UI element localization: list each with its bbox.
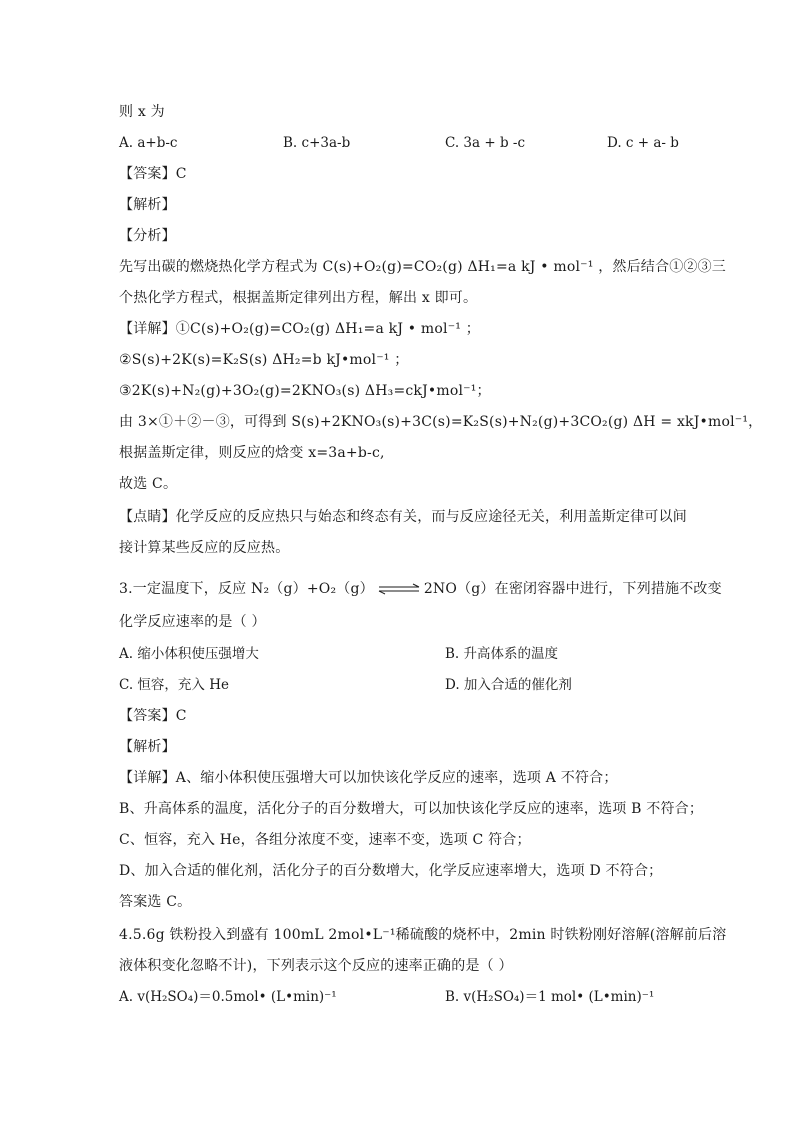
q3-option-b: B. 升高体系的温度 [445, 646, 559, 662]
q2-fenxi-line2: 个热化学方程式，根据盖斯定律列出方程，解出 x 即可。 [119, 290, 478, 306]
q4-stem-line2: 液体积变化忽略不计)，下列表示这个反应的速率正确的是（ ） [119, 958, 513, 974]
q2-option-d: D. c + a- b [607, 135, 679, 151]
q2-detail-6: 故选 C。 [119, 476, 178, 492]
q3-option-d: D. 加入合适的催化剂 [445, 677, 572, 693]
q2-lead: 则 x 为 [119, 104, 165, 120]
q3-detail-1: 【详解】A、缩小体积使压强增大可以加快该化学反应的速率，选项 A 不符合； [119, 770, 618, 786]
q3-detail-5: 答案选 C。 [119, 894, 192, 910]
q2-detail-3: ③2K(s)+N₂(g)+3O₂(g)=2KNO₃(s) ΔH₃=ckJ•mol⁻¹； [119, 383, 491, 399]
q2-option-c: C. 3a + b -c [445, 135, 526, 151]
q3-analysis-heading: 【解析】 [119, 739, 176, 755]
q2-option-a: A. a+b-c [119, 135, 178, 151]
q4-option-b: B. v(H₂SO₄)＝1 mol• (L•min)⁻¹ [445, 989, 655, 1005]
q3-stem-line2: 化学反应速率的是（ ） [119, 614, 266, 630]
q2-analysis-heading: 【解析】 [119, 197, 176, 213]
q2-option-b: B. c+3a-b [283, 135, 351, 151]
q3-answer: 【答案】C [119, 708, 187, 724]
q3-option-a: A. 缩小体积使压强增大 [119, 646, 259, 662]
q2-tip-line1: 【点睛】化学反应的反应热只与始态和终态有关，而与反应途径无关，利用盖斯定律可以间 [119, 509, 687, 525]
q3-option-c: C. 恒容，充入 He [119, 677, 229, 693]
equilibrium-arrow-icon [377, 583, 421, 595]
q3-detail-4: D、加入合适的催化剂，活化分子的百分数增大，化学反应速率增大，选项 D 不符合； [119, 863, 663, 879]
q3-stem-line1 [119, 580, 722, 598]
q3-detail-3: C、恒容，充入 He，各组分浓度不变，速率不变，选项 C 符合； [119, 832, 531, 848]
q4-option-a: A. v(H₂SO₄)＝0.5mol• (L•min)⁻¹ [119, 989, 337, 1005]
q2-answer: 【答案】C [119, 166, 187, 182]
q2-detail-4: 由 3×①＋②－③，可得到 S(s)+2KNO₃(s)+3C(s)=K₂S(s)+N₂(g)+3CO₂(g) ΔH = xkJ•mol⁻¹， [119, 414, 763, 430]
q2-fenxi-heading: 【分析】 [119, 228, 176, 244]
q2-tip-line2: 接计算某些反应的反应热。 [119, 540, 290, 556]
q2-detail-5: 根据盖斯定律，则反应的焓变 x=3a+b-c, [119, 445, 385, 461]
q3-detail-2: B、升高体系的温度，活化分子的百分数增大，可以加快该化学反应的速率，选项 B 不符合； [119, 801, 704, 817]
q3-stem-part-a: 3.一定温度下，反应 N₂（g）+O₂（g） [119, 581, 374, 597]
q3-stem-part-b: 2NO（g）在密闭容器中进行，下列措施不改变 [423, 581, 722, 597]
q2-detail-1: 【详解】①C(s)+O₂(g)=CO₂(g) ΔH₁=a kJ • mol⁻¹ ； [119, 321, 480, 337]
q4-stem-line1: 4.5.6g 铁粉投入到盛有 100mL 2mol•L⁻¹稀硫酸的烧杯中，2min 时铁粉刚好溶解(溶解前后溶 [119, 927, 727, 943]
q2-fenxi-line1: 先写出碳的燃烧热化学方程式为 C(s)+O₂(g)=CO₂(g) ΔH₁=a kJ • mol⁻¹ ，然后结合①②③三 [119, 259, 726, 275]
q2-detail-2: ②S(s)+2K(s)=K₂S(s) ΔH₂=b kJ•mol⁻¹ ； [119, 352, 409, 368]
